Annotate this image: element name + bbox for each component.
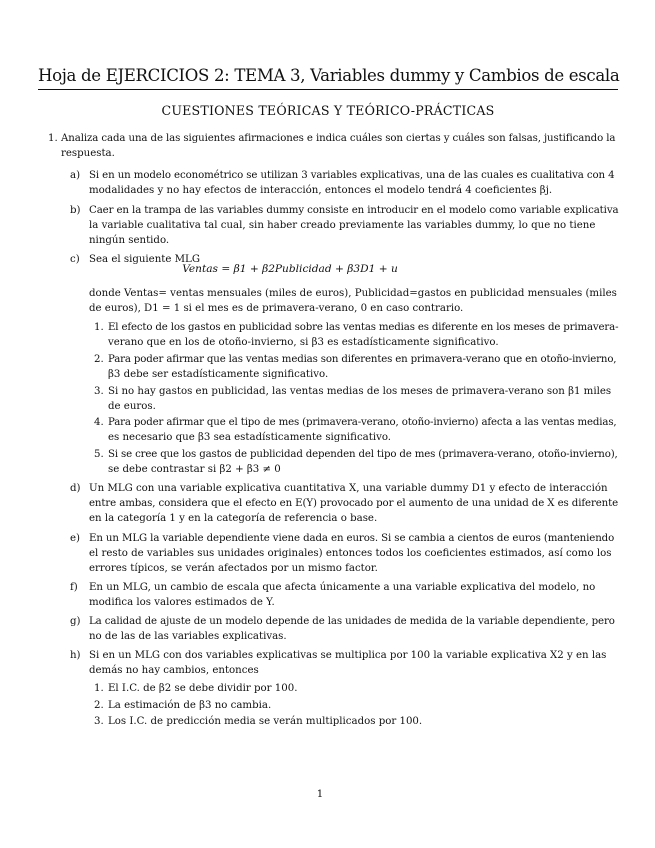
text-line: modalidades y no hay efectos de interacción, entonces el modelo tendrá 4 coeficientes βj. — [89, 185, 553, 197]
subitem-number: 2. — [94, 700, 104, 711]
item-label-e: e) — [70, 533, 81, 544]
subitem-text — [108, 352, 618, 382]
text-line: El efecto de los gastos en publicidad sobre las ventas medias es diferente en los meses de primavera- — [108, 322, 619, 333]
subitem-number: 3. — [94, 386, 104, 397]
text-line: Si se cree que los gastos de publicidad dependen del tipo de mes (primavera-verano, otoño-invierno), — [108, 449, 618, 460]
question-1-text — [61, 131, 618, 161]
text-line: β3 debe ser estadísticamente significativo. — [108, 369, 329, 381]
text-line: errores típicos, se verán afectados por un mismo factor. — [89, 563, 378, 575]
item-f-text — [89, 580, 618, 610]
item-label-h: h) — [70, 650, 81, 661]
section-heading: CUESTIONES TEÓRICAS Y TEÓRICO-PRÁCTICAS — [161, 103, 495, 118]
subitem-text — [108, 698, 618, 713]
text-line: de euros), D1 = 1 si el mes es de primavera-verano, 0 en caso contrario. — [89, 303, 464, 315]
item-a-text — [89, 168, 618, 198]
text-line: Para poder afirmar que el tipo de mes (primavera-verano, otoño-invierno) afecta a las ventas medias, — [108, 417, 617, 428]
text-line: La estimación de β3 no cambia. — [108, 700, 272, 711]
item-d-text — [89, 481, 618, 526]
text-line: entre ambas, considera que el efecto en E(Y) provocado por el aumento de una unidad de X es diferente — [89, 498, 619, 510]
title-underline — [38, 89, 618, 90]
subitem-number: 2. — [94, 354, 104, 365]
text-line: Los I.C. de predicción media se verán multiplicados por 100. — [108, 716, 423, 727]
page-number: 1 — [316, 789, 324, 800]
text-line: Analiza cada una de las siguientes afirmaciones e indica cuáles son ciertas y cuáles son falsas, justificando la — [61, 133, 616, 144]
text-line: la variable cualitativa tal cual, sin haber creado previamente las variables dummy, lo que no tiene — [89, 220, 596, 232]
subitem-text — [108, 714, 618, 729]
item-b-text — [89, 203, 618, 248]
text-line: respuesta. — [61, 148, 115, 160]
text-line: En un MLG, un cambio de escala que afecta únicamente a una variable explicativa del modelo, no — [89, 582, 596, 593]
text-line: en la categoría 1 y en la categoría de referencia o base. — [89, 513, 378, 525]
subitem-number: 3. — [94, 716, 104, 727]
subitem-text — [108, 320, 618, 350]
text-line: donde Ventas= ventas mensuales (miles de euros), Publicidad=gastos en publicidad mensuales (miles — [89, 288, 617, 299]
subitem-text — [108, 447, 618, 477]
text-line: Un MLG con una variable explicativa cuantitativa X, una variable dummy D1 y efecto de interacción — [89, 483, 608, 494]
subitem-number: 4. — [94, 417, 104, 428]
text-line: Caer en la trampa de las variables dummy consiste en introducir en el modelo como variable explicativa — [89, 205, 619, 216]
text-line: Sea el siguiente MLG — [89, 254, 200, 265]
item-label-b: b) — [70, 205, 81, 216]
subitem-text — [108, 681, 618, 696]
text-line: es necesario que β3 sea estadísticamente significativo. — [108, 432, 392, 444]
item-c-definitions — [89, 286, 618, 316]
item-e-text — [89, 531, 618, 576]
subitem-text — [108, 384, 618, 414]
item-h-text — [89, 648, 618, 678]
page-title: Hoja de EJERCICIOS 2: TEMA 3, Variables dummy y Cambios de escala — [38, 66, 620, 85]
text-line: de euros. — [108, 401, 156, 413]
text-line: Para poder afirmar que las ventas medias son diferentes en primavera-verano que en otoño-invierno, — [108, 354, 617, 365]
subitem-number: 5. — [94, 449, 104, 460]
subitem-text — [108, 415, 618, 445]
subitem-number: 1. — [94, 322, 104, 333]
model-formula: Ventas = β1 + β2Publicidad + β3D1 + u — [182, 263, 398, 275]
item-label-c: c) — [70, 254, 80, 265]
text-line: no de las de las variables explicativas. — [89, 631, 287, 643]
text-line: el resto de variables sus unidades originales) entonces todos los coeficientes estimados, así como los — [89, 548, 612, 560]
text-line: En un MLG la variable dependiente viene dada en euros. Si se cambia a cientos de euros (manteniendo — [89, 533, 615, 544]
subitem-number: 1. — [94, 683, 104, 694]
text-line: verano que en los de otoño-invierno, si β3 es estadísticamente significativo. — [108, 337, 499, 349]
text-line: modifica los valores estimados de Y. — [89, 597, 275, 609]
item-label-d: d) — [70, 483, 81, 494]
item-g-text — [89, 614, 618, 644]
question-number: 1. — [48, 133, 58, 144]
text-line: demás no hay cambios, entonces — [89, 665, 259, 677]
item-label-f: f) — [70, 582, 78, 593]
text-line: Si no hay gastos en publicidad, las ventas medias de los meses de primavera-verano son β1 miles — [108, 386, 612, 397]
item-label-a: a) — [70, 170, 81, 181]
text-line: ningún sentido. — [89, 235, 170, 247]
item-label-g: g) — [70, 616, 81, 627]
text-line: Si en un modelo econométrico se utilizan 3 variables explicativas, una de las cuales es cualitativa con 4 — [89, 170, 615, 181]
text-line: La calidad de ajuste de un modelo depende de las unidades de medida de la variable dependiente, pero — [89, 616, 615, 627]
text-line: Si en un MLG con dos variables explicativas se multiplica por 100 la variable explicativa X2 y en las — [89, 650, 607, 661]
text-line: El I.C. de β2 se debe dividir por 100. — [108, 683, 298, 694]
text-line: se debe contrastar si β2 + β3 ≠ 0 — [108, 464, 281, 476]
